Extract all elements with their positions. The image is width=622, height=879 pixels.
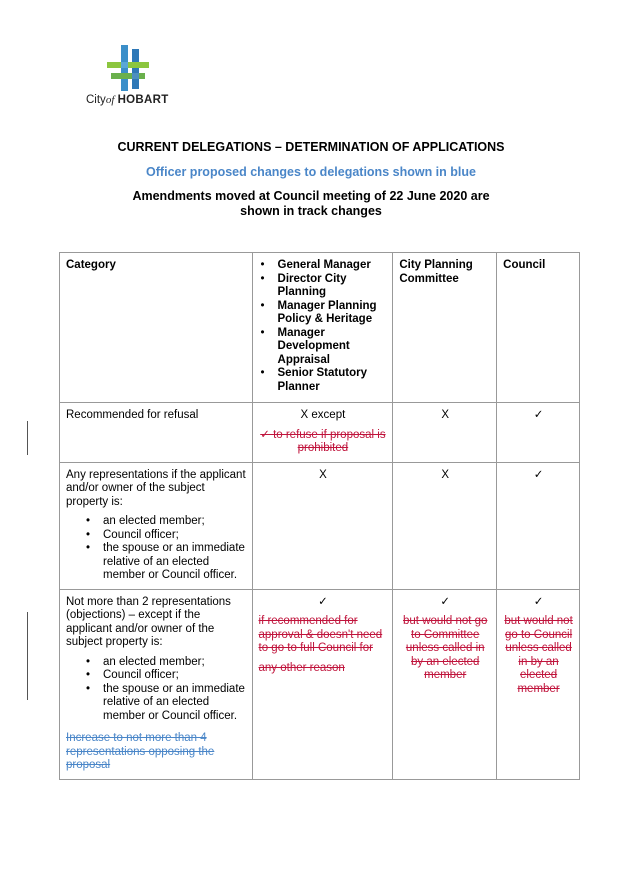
deleted-text: any other reason [258,661,345,674]
row-council-cell: ✓ [497,462,580,589]
header-committee: City Planning Committee [393,253,497,403]
officer-item: • Manager Development Appraisal [259,327,388,368]
row-council-cell: ✓ but would not go to Council unless called in by an elected member [497,589,580,779]
header-category: Category [60,253,253,403]
list-item: • Council officer; [66,529,247,543]
table-header-row [60,253,580,403]
officer-item: • Senior Statutory Planner [259,367,388,394]
header-officers [252,253,393,403]
list-item: • an elected member; [66,515,247,529]
deleted-text: but would not go to Committee unless called in by an elected member [403,615,488,681]
row-committee-cell: X [393,403,497,463]
list-item: • the spouse or an immediate relative of an elected member or Council officer. [66,542,247,583]
officer-value: X except [300,409,346,421]
list-item: • the spouse or an immediate relative of an elected member or Council officer. [66,683,247,724]
proposed-change-text: Increase to not more than 4 representations opposing the proposal [66,732,215,771]
table-row [60,589,580,779]
deleted-text: if recommended for approval & doesn't need to go to full Council for [258,615,383,654]
row-category: Not more than 2 representations (objections) – except if the applicant and/or owner of the subject property is: • an elected member; • Council officer; • the spouse or an immediate relative of an elected member or Council officer. Increase to not more than 4 representations opposing the proposal [60,589,253,779]
row-category: Any representations if the applicant and/or owner of the subject property is: • an elected member; • Council officer; • the spouse or an immediate relative of an elected member or Council officer. [60,462,253,589]
officer-item: • Director City Planning [259,273,388,300]
row-category: Recommended for refusal [60,403,253,463]
change-bar [27,421,28,455]
change-bar [27,612,28,700]
officer-item: • General Manager [259,259,388,273]
list-item: • Council officer; [66,669,247,683]
deleted-text: but would not go to Council unless called in by an elected member [504,615,573,695]
officer-item: • Manager Planning Policy & Heritage [259,300,388,327]
logo-wordmark: Cityof HOBART [86,94,169,106]
hobart-logo-icon [107,45,149,91]
row-council-cell: ✓ [497,403,580,463]
list-item: • an elected member; [66,656,247,670]
delegations-table [59,252,580,780]
row-committee-cell: ✓ but would not go to Committee unless called in by an elected member [393,589,497,779]
table-row [60,462,580,589]
row-officer-cell: ✓ if recommended for approval & doesn't need to go to full Council for any other reason [252,589,393,779]
table-row [60,403,580,463]
city-of-hobart-logo [86,45,176,111]
row-committee-cell: X [393,462,497,589]
page-subtitle: Officer proposed changes to delegations shown in blue [146,165,476,179]
deleted-text: ✓ to refuse if proposal is prohibited [260,428,386,454]
page-title: CURRENT DELEGATIONS – DETERMINATION OF APPLICATIONS [117,140,505,154]
row-officer-cell [252,403,393,463]
header-council: Council [497,253,580,403]
amendment-note: Amendments moved at Council meeting of 22 June 2020 are shown in track changes [132,189,490,218]
row-officer-cell: X [252,462,393,589]
